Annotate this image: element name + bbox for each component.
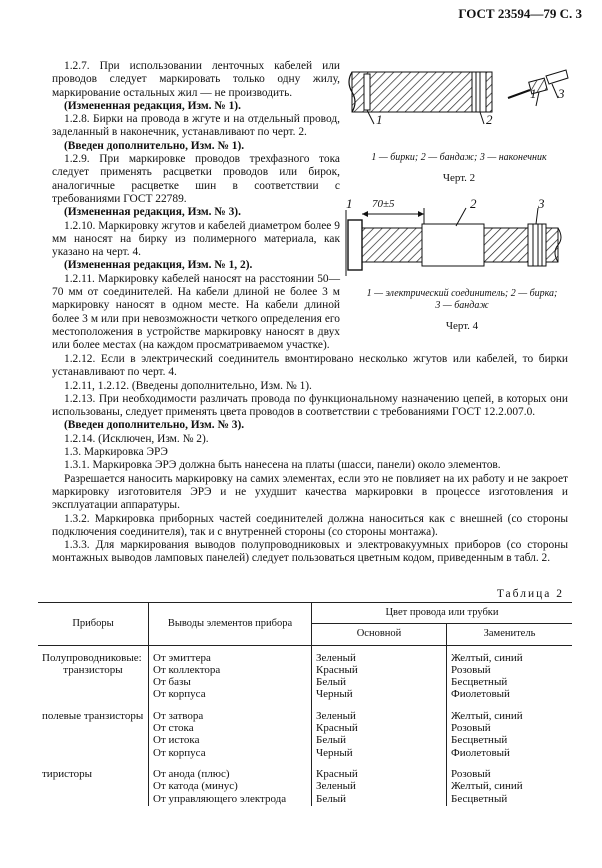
leads-cell-line: От эмиттера: [153, 651, 211, 664]
leads-cell: [149, 702, 312, 760]
main-color-cell-line: Белый: [316, 792, 346, 805]
main-color-cell-line: Зеленый: [316, 709, 356, 722]
leads-cell-line: От базы: [153, 676, 191, 689]
table-row: [38, 645, 572, 702]
color-code-table: [38, 602, 572, 806]
leads-cell-line: От анода (плюс): [153, 767, 230, 780]
body-paragraph: (Введен дополнительно, Изм. № 3).: [64, 419, 245, 432]
leads-cell-line: От управляющего электрода: [153, 792, 287, 805]
device-cell: [38, 645, 149, 702]
leads-cell-line: От истока: [153, 734, 200, 747]
figure-4-title: Черт. 4: [445, 320, 479, 332]
leads-cell-line: От корпуса: [153, 688, 206, 701]
substitute-color-cell-line: Желтый, синий: [451, 780, 523, 793]
header-substitute: Заменитель: [447, 624, 573, 645]
header-main: Основной: [312, 624, 447, 645]
substitute-color-cell-line: Бесцветный: [451, 792, 508, 805]
main-color-cell-line: Зеленый: [316, 651, 356, 664]
figure-4-caption-line1: 1 — электрический соединитель; 2 — бирка;: [366, 288, 558, 299]
substitute-color-cell-line: Желтый, синий: [451, 651, 523, 664]
body-paragraph: 1.3.1. Маркировка ЭРЭ должна быть нанесена на платы (шасси, панели) около элементов.: [64, 459, 501, 472]
body-paragraph: 1.3.2. Маркировка приборных частей соединителей должна наноситься как с внешней (со стороны подключения соединителя), так и с внутренней стороны (со стороны монтажа).: [52, 512, 568, 538]
left-paragraph: 1.2.7. При использовании ленточных кабелей или проводов следует маркировать только одну жилу, маркирование остальных жил — не производить.: [52, 60, 340, 99]
main-color-cell-line: Красный: [316, 663, 358, 676]
main-color-cell-line: Черный: [316, 688, 353, 701]
substitute-color-cell: [447, 760, 573, 806]
header-devices: Приборы: [38, 603, 149, 646]
main-color-cell-line: Красный: [316, 722, 358, 735]
left-paragraph: (Введен дополнительно, Изм. № 1).: [64, 139, 245, 152]
main-color-cell-line: Зеленый: [316, 780, 356, 793]
body-paragraph: Разрешается наносить маркировку на самих элементах, если это не повлияет на их работу и не закроет маркировку изготовителя ЭРЭ и не ухудшит качества маркировки в процессе изготовления и эксплуатации аппаратуры.: [52, 472, 568, 512]
table-title: Таблица 2: [496, 588, 564, 600]
table-row: [38, 760, 572, 806]
header-color: Цвет провода или трубки: [312, 603, 573, 624]
main-color-cell: [312, 645, 447, 702]
left-paragraph: 1.2.8. Бирки на провода в жгуте и на отдельный провод, заделанный в наконечник, устанавливают по черт. 2.: [52, 113, 340, 139]
main-color-cell-line: Белый: [316, 734, 346, 747]
body-paragraph: 1.2.14. (Исключен, Изм. № 2).: [64, 432, 209, 445]
device-cell: [38, 702, 149, 760]
fig2-label-3: 3: [558, 86, 565, 101]
leads-cell-line: От катода (минус): [153, 780, 238, 793]
substitute-color-cell: [447, 645, 573, 702]
main-color-cell: [312, 760, 447, 806]
substitute-color-cell-line: Бесцветный: [451, 734, 508, 747]
fig2-label-1b: 1: [530, 86, 537, 101]
main-color-cell: [312, 702, 447, 760]
left-paragraph: 1.2.9. При маркировке проводов трехфазного тока следует применять расцветки проводов или бирок, аналогичные расцветке шин в соответствии с требованиями ГОСТ 22789.: [52, 153, 340, 205]
body-paragraph: 1.2.11, 1.2.12. (Введены дополнительно, Изм. № 1).: [64, 379, 312, 392]
fig4-dimension: 70±5: [372, 198, 395, 210]
body-paragraph: 1.2.12. Если в электрический соединитель вмонтировано несколько жгутов или кабелей, то бирки устанавливают по черт. 4.: [52, 353, 568, 379]
device-cell-line: полевые транзисторы: [42, 709, 144, 722]
leads-cell-line: От стока: [153, 722, 194, 735]
substitute-color-cell: [447, 702, 573, 760]
fig4-label-3: 3: [538, 196, 545, 211]
left-paragraph: (Измененная редакция, Изм. № 3).: [64, 206, 241, 219]
left-paragraph: (Измененная редакция, Изм. № 1, 2).: [64, 259, 253, 272]
leads-cell: [149, 645, 312, 702]
table-row: [38, 702, 572, 760]
figure-4-caption-line2: 3 — бандаж: [435, 300, 489, 311]
header-leads: Выводы элементов прибора: [149, 603, 312, 646]
fig2-label-2: 2: [486, 112, 493, 127]
fig4-label-1: 1: [346, 196, 353, 211]
left-paragraph: 1.2.11. Маркировку кабелей наносят на расстоянии 50—70 мм от соединителей. На кабели длиной не более 3 м маркировку наносят в одном месте. На кабели длиной более 3 м или при невозможности четкого определения его местоположения в устройстве маркировку наносят в двух или более местах (на каждом просматриваемом участке).: [52, 272, 340, 352]
device-cell: [38, 760, 149, 806]
main-color-cell-line: Черный: [316, 746, 353, 759]
body-paragraph: 1.2.13. При необходимости различать провода по функциональному назначению цепей, в которых они использованы, следует применять цвета проводов в соответствии с требованиями ГОСТ 12.2.007.0.: [52, 392, 568, 419]
main-color-cell-line: Красный: [316, 767, 358, 780]
device-cell-line: транзисторы: [63, 663, 123, 676]
substitute-color-cell-line: Розовый: [451, 663, 491, 676]
body-paragraph: 1.3.3. Для маркирования выводов полупроводниковых и электровакуумных приборов (со стороны монтажных выводов ламповых панелей) следует пользоваться цветным кодом, приведенным в табл. 2.: [52, 539, 568, 565]
substitute-color-cell-line: Фиолетовый: [451, 746, 510, 759]
leads-cell-line: От коллектора: [153, 663, 221, 676]
left-column-text: [52, 60, 340, 353]
figure-2-drawing: [344, 62, 574, 152]
leads-cell-line: От корпуса: [153, 746, 206, 759]
leads-cell-line: От затвора: [153, 709, 204, 722]
body-paragraph: 1.3. Маркировка ЭРЭ: [64, 446, 168, 459]
substitute-color-cell-line: Фиолетовый: [451, 688, 510, 701]
fig4-label-2: 2: [470, 196, 477, 211]
main-color-cell-line: Белый: [316, 676, 346, 689]
left-paragraph: (Измененная редакция, Изм. № 1).: [64, 99, 241, 112]
left-paragraph: 1.2.10. Маркировку жгутов и кабелей диаметром более 9 мм наносят на бирку из полимерного материала, как указано на черт. 4.: [52, 219, 340, 259]
fig2-label-1: 1: [376, 112, 383, 127]
figure-2-caption: 1 — бирки; 2 — бандаж; 3 — наконечник: [371, 152, 547, 163]
substitute-color-cell-line: Бесцветный: [451, 676, 508, 689]
leads-cell: [149, 760, 312, 806]
device-cell-line: тиристоры: [42, 767, 93, 780]
full-width-text: [52, 353, 568, 566]
substitute-color-cell-line: Розовый: [451, 767, 491, 780]
page-header: ГОСТ 23594—79 С. 3: [458, 6, 582, 21]
substitute-color-cell-line: Розовый: [451, 722, 491, 735]
figure-2-title: Черт. 2: [442, 172, 476, 184]
figure-4-drawing: [342, 200, 578, 286]
device-cell-line: Полупроводниковые:: [42, 651, 142, 664]
substitute-color-cell-line: Желтый, синий: [451, 709, 523, 722]
